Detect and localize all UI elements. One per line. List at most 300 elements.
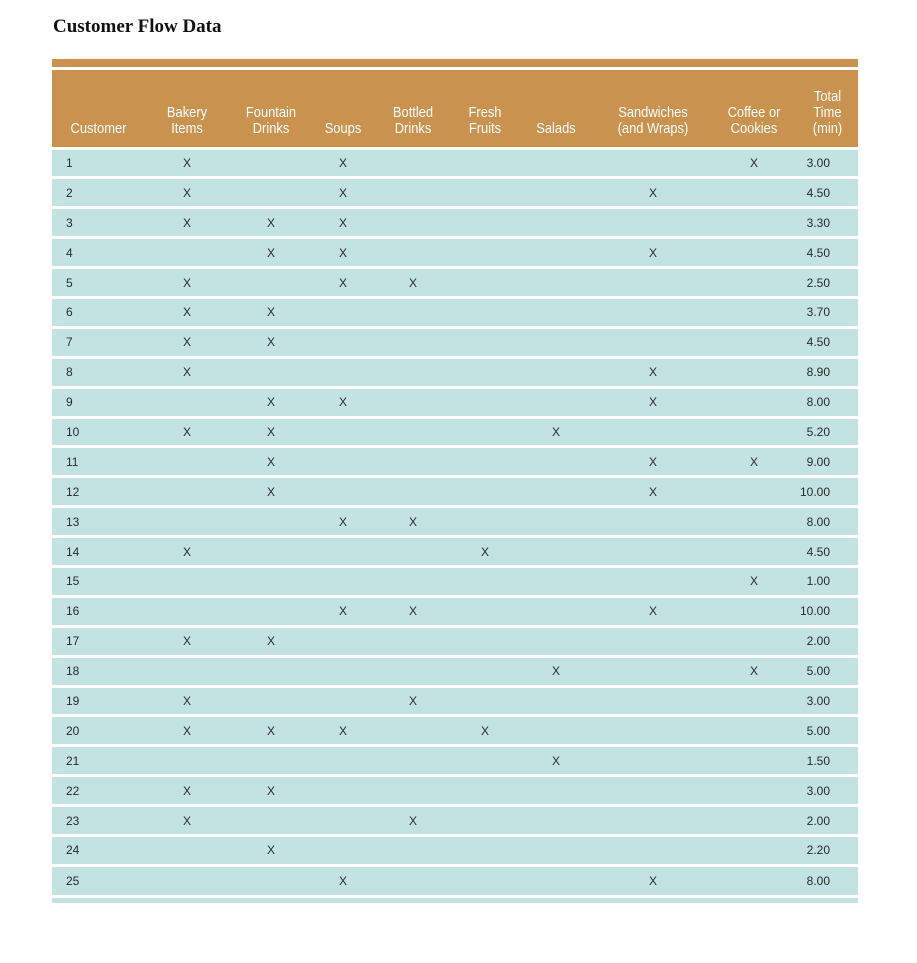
table-row	[52, 507, 858, 537]
item-mark-cell	[453, 776, 517, 806]
total-time-cell: 2.00	[797, 806, 858, 836]
item-mark-cell: X	[595, 865, 711, 895]
item-mark-cell: X	[711, 148, 797, 178]
item-mark-cell: X	[373, 806, 453, 836]
total-time-cell: 2.20	[797, 835, 858, 865]
item-mark-cell	[453, 596, 517, 626]
total-time-cell: 3.00	[797, 148, 858, 178]
total-time-cell: 5.20	[797, 417, 858, 447]
item-mark-cell: X	[711, 566, 797, 596]
item-mark-cell: X	[595, 178, 711, 208]
item-mark-cell	[313, 297, 373, 327]
item-mark-cell	[517, 447, 595, 477]
column-header-soups	[317, 70, 369, 148]
item-mark-cell	[145, 507, 229, 537]
item-mark-cell	[595, 507, 711, 537]
item-mark-cell: X	[229, 776, 313, 806]
item-mark-cell	[229, 357, 313, 387]
item-mark-cell: X	[517, 656, 595, 686]
item-mark-cell: X	[145, 178, 229, 208]
item-mark-cell	[453, 507, 517, 537]
item-mark-cell: X	[145, 806, 229, 836]
item-mark-cell	[373, 387, 453, 417]
column-header-fresh-fruits	[457, 70, 512, 148]
total-time-cell: 8.90	[797, 357, 858, 387]
table-row	[52, 477, 858, 507]
item-mark-cell	[517, 208, 595, 238]
item-mark-cell: X	[229, 208, 313, 238]
item-mark-cell	[145, 387, 229, 417]
item-mark-cell	[373, 178, 453, 208]
table-header-row	[52, 70, 858, 148]
item-mark-cell	[517, 626, 595, 656]
total-time-cell: 4.50	[797, 238, 858, 268]
table-row	[52, 806, 858, 836]
total-time-cell: 8.00	[797, 387, 858, 417]
table-body	[52, 148, 858, 895]
item-mark-cell	[453, 447, 517, 477]
item-mark-cell	[517, 357, 595, 387]
table-row	[52, 656, 858, 686]
item-mark-cell	[711, 716, 797, 746]
table-row	[52, 297, 858, 327]
item-mark-cell	[711, 178, 797, 208]
item-mark-cell	[517, 776, 595, 806]
item-mark-cell	[145, 447, 229, 477]
item-mark-cell	[595, 566, 711, 596]
column-header-total-time-min	[801, 70, 853, 148]
column-header-bakery-items	[151, 70, 223, 148]
item-mark-cell	[145, 477, 229, 507]
item-mark-cell	[229, 268, 313, 298]
item-mark-cell	[595, 656, 711, 686]
table-row	[52, 865, 858, 895]
column-header-line: Bottled	[392, 103, 434, 121]
customer-number-cell: 12	[52, 477, 145, 507]
item-mark-cell	[313, 477, 373, 507]
item-mark-cell	[711, 806, 797, 836]
customer-number-cell: 7	[52, 327, 145, 357]
item-mark-cell	[595, 776, 711, 806]
item-mark-cell	[373, 357, 453, 387]
total-time-cell: 3.00	[797, 686, 858, 716]
total-time-cell: 10.00	[797, 596, 858, 626]
table-row	[52, 626, 858, 656]
item-mark-cell	[229, 806, 313, 836]
item-mark-cell	[517, 238, 595, 268]
table-row	[52, 776, 858, 806]
column-header-line: Cookies	[730, 119, 778, 137]
item-mark-cell	[711, 537, 797, 567]
column-header-line: Time	[813, 103, 842, 121]
total-time-cell: 2.00	[797, 626, 858, 656]
total-time-cell: 9.00	[797, 447, 858, 477]
total-time-cell: 5.00	[797, 656, 858, 686]
item-mark-cell	[313, 537, 373, 567]
item-mark-cell	[595, 746, 711, 776]
customer-number-cell: 13	[52, 507, 145, 537]
item-mark-cell: X	[145, 327, 229, 357]
customer-number-cell: 4	[52, 238, 145, 268]
table-top-band	[52, 59, 858, 67]
item-mark-cell	[373, 865, 453, 895]
item-mark-cell	[595, 626, 711, 656]
item-mark-cell	[313, 835, 373, 865]
customer-number-cell: 5	[52, 268, 145, 298]
item-mark-cell: X	[517, 417, 595, 447]
table-row	[52, 387, 858, 417]
column-header-line: Drinks	[394, 119, 432, 137]
item-mark-cell	[517, 387, 595, 417]
item-mark-cell	[453, 626, 517, 656]
item-mark-cell	[453, 357, 517, 387]
item-mark-cell: X	[145, 417, 229, 447]
total-time-cell: 1.50	[797, 746, 858, 776]
table-row	[52, 537, 858, 567]
item-mark-cell	[373, 148, 453, 178]
item-mark-cell	[595, 417, 711, 447]
customer-number-cell: 9	[52, 387, 145, 417]
item-mark-cell: X	[229, 327, 313, 357]
table-row	[52, 178, 858, 208]
item-mark-cell	[313, 746, 373, 776]
table-row	[52, 835, 858, 865]
total-time-cell: 5.00	[797, 716, 858, 746]
item-mark-cell: X	[373, 268, 453, 298]
item-mark-cell	[711, 208, 797, 238]
table-row	[52, 148, 858, 178]
item-mark-cell	[453, 686, 517, 716]
column-header-line: Coffee or	[727, 103, 781, 121]
column-header-line: Soups	[324, 119, 362, 137]
column-header-line: Salads	[536, 119, 576, 137]
item-mark-cell: X	[229, 417, 313, 447]
item-mark-cell	[711, 387, 797, 417]
item-mark-cell	[595, 148, 711, 178]
item-mark-cell	[313, 806, 373, 836]
customer-number-cell: 18	[52, 656, 145, 686]
item-mark-cell	[373, 297, 453, 327]
item-mark-cell	[711, 477, 797, 507]
item-mark-cell: X	[145, 716, 229, 746]
item-mark-cell: X	[373, 686, 453, 716]
customer-number-cell: 6	[52, 297, 145, 327]
item-mark-cell	[595, 208, 711, 238]
item-mark-cell	[595, 268, 711, 298]
item-mark-cell: X	[313, 148, 373, 178]
item-mark-cell	[313, 686, 373, 716]
column-header-salads	[522, 70, 589, 148]
item-mark-cell	[595, 716, 711, 746]
item-mark-cell	[517, 686, 595, 716]
item-mark-cell	[711, 417, 797, 447]
item-mark-cell	[517, 477, 595, 507]
item-mark-cell	[373, 417, 453, 447]
item-mark-cell	[711, 357, 797, 387]
item-mark-cell	[229, 178, 313, 208]
total-time-cell: 2.50	[797, 268, 858, 298]
item-mark-cell	[145, 835, 229, 865]
item-mark-cell	[313, 327, 373, 357]
item-mark-cell	[711, 238, 797, 268]
item-mark-cell	[711, 297, 797, 327]
customer-number-cell: 24	[52, 835, 145, 865]
item-mark-cell	[517, 835, 595, 865]
item-mark-cell	[313, 566, 373, 596]
item-mark-cell	[711, 865, 797, 895]
customer-flow-table	[52, 59, 858, 903]
item-mark-cell	[313, 357, 373, 387]
item-mark-cell: X	[595, 238, 711, 268]
item-mark-cell: X	[313, 178, 373, 208]
item-mark-cell: X	[595, 596, 711, 626]
item-mark-cell: X	[517, 746, 595, 776]
item-mark-cell	[453, 238, 517, 268]
item-mark-cell	[517, 716, 595, 746]
item-mark-cell	[453, 327, 517, 357]
column-header-line: Customer	[70, 119, 127, 137]
item-mark-cell	[595, 835, 711, 865]
item-mark-cell	[595, 327, 711, 357]
item-mark-cell	[711, 507, 797, 537]
item-mark-cell	[711, 626, 797, 656]
item-mark-cell	[373, 327, 453, 357]
item-mark-cell: X	[229, 626, 313, 656]
item-mark-cell: X	[313, 238, 373, 268]
column-header-line: Fountain	[245, 103, 297, 121]
item-mark-cell	[373, 447, 453, 477]
table-row	[52, 357, 858, 387]
customer-number-cell: 2	[52, 178, 145, 208]
table-row	[52, 716, 858, 746]
item-mark-cell	[517, 596, 595, 626]
item-mark-cell	[313, 417, 373, 447]
column-header-line: Items	[171, 119, 203, 137]
item-mark-cell	[595, 806, 711, 836]
item-mark-cell	[373, 537, 453, 567]
item-mark-cell: X	[313, 716, 373, 746]
item-mark-cell: X	[229, 238, 313, 268]
item-mark-cell	[229, 686, 313, 716]
table-row	[52, 596, 858, 626]
item-mark-cell: X	[229, 835, 313, 865]
column-header-fountain-drinks	[235, 70, 307, 148]
item-mark-cell	[229, 507, 313, 537]
customer-number-cell: 14	[52, 537, 145, 567]
customer-number-cell: 25	[52, 865, 145, 895]
item-mark-cell	[373, 746, 453, 776]
column-header-customer	[59, 70, 139, 148]
column-header-coffee-or-cookies	[717, 70, 791, 148]
item-mark-cell: X	[145, 208, 229, 238]
item-mark-cell	[453, 806, 517, 836]
item-mark-cell	[145, 566, 229, 596]
column-header-line: (and Wraps)	[617, 119, 689, 137]
item-mark-cell	[145, 865, 229, 895]
item-mark-cell	[373, 776, 453, 806]
column-header-bottled-drinks	[379, 70, 448, 148]
item-mark-cell	[517, 507, 595, 537]
column-header-line: Bakery	[166, 103, 208, 121]
item-mark-cell	[229, 566, 313, 596]
item-mark-cell	[373, 238, 453, 268]
item-mark-cell	[313, 626, 373, 656]
item-mark-cell: X	[145, 148, 229, 178]
item-mark-cell: X	[145, 626, 229, 656]
customer-number-cell: 23	[52, 806, 145, 836]
item-mark-cell	[711, 776, 797, 806]
customer-number-cell: 21	[52, 746, 145, 776]
item-mark-cell	[453, 835, 517, 865]
item-mark-cell	[373, 477, 453, 507]
total-time-cell: 3.00	[797, 776, 858, 806]
item-mark-cell	[145, 746, 229, 776]
table-bottom-band	[52, 898, 858, 903]
item-mark-cell	[453, 656, 517, 686]
item-mark-cell: X	[313, 596, 373, 626]
item-mark-cell	[313, 447, 373, 477]
item-mark-cell	[453, 208, 517, 238]
item-mark-cell: X	[453, 716, 517, 746]
item-mark-cell	[453, 268, 517, 298]
item-mark-cell	[229, 656, 313, 686]
item-mark-cell	[453, 566, 517, 596]
customer-number-cell: 3	[52, 208, 145, 238]
item-mark-cell	[595, 297, 711, 327]
item-mark-cell	[453, 417, 517, 447]
column-header-line: Fresh	[468, 103, 502, 121]
total-time-cell: 3.30	[797, 208, 858, 238]
item-mark-cell	[453, 148, 517, 178]
item-mark-cell: X	[313, 268, 373, 298]
item-mark-cell: X	[711, 447, 797, 477]
item-mark-cell	[453, 178, 517, 208]
item-mark-cell	[453, 477, 517, 507]
item-mark-cell	[711, 596, 797, 626]
item-mark-cell: X	[595, 357, 711, 387]
item-mark-cell	[517, 178, 595, 208]
item-mark-cell	[517, 268, 595, 298]
customer-number-cell: 22	[52, 776, 145, 806]
item-mark-cell	[517, 537, 595, 567]
table-row	[52, 686, 858, 716]
item-mark-cell	[229, 148, 313, 178]
item-mark-cell: X	[313, 507, 373, 537]
item-mark-cell	[373, 208, 453, 238]
item-mark-cell: X	[711, 656, 797, 686]
item-mark-cell	[711, 268, 797, 298]
item-mark-cell: X	[229, 387, 313, 417]
item-mark-cell	[711, 686, 797, 716]
total-time-cell: 3.70	[797, 297, 858, 327]
table-row	[52, 268, 858, 298]
item-mark-cell	[373, 566, 453, 596]
item-mark-cell: X	[145, 357, 229, 387]
table-row	[52, 566, 858, 596]
customer-number-cell: 1	[52, 148, 145, 178]
item-mark-cell: X	[313, 208, 373, 238]
total-time-cell: 8.00	[797, 507, 858, 537]
column-header-line: Total	[813, 87, 842, 105]
item-mark-cell: X	[229, 447, 313, 477]
item-mark-cell	[711, 746, 797, 776]
item-mark-cell	[453, 865, 517, 895]
total-time-cell: 4.50	[797, 178, 858, 208]
customer-number-cell: 17	[52, 626, 145, 656]
customer-number-cell: 15	[52, 566, 145, 596]
item-mark-cell	[313, 776, 373, 806]
item-mark-cell	[711, 835, 797, 865]
item-mark-cell	[453, 746, 517, 776]
item-mark-cell: X	[595, 387, 711, 417]
item-mark-cell	[595, 686, 711, 716]
item-mark-cell: X	[313, 865, 373, 895]
item-mark-cell	[517, 566, 595, 596]
item-mark-cell	[145, 238, 229, 268]
customer-number-cell: 8	[52, 357, 145, 387]
item-mark-cell	[517, 148, 595, 178]
item-mark-cell: X	[145, 268, 229, 298]
item-mark-cell: X	[145, 776, 229, 806]
item-mark-cell	[517, 806, 595, 836]
item-mark-cell	[595, 537, 711, 567]
item-mark-cell	[517, 297, 595, 327]
item-mark-cell: X	[145, 297, 229, 327]
item-mark-cell	[373, 835, 453, 865]
item-mark-cell	[373, 626, 453, 656]
item-mark-cell	[373, 716, 453, 746]
page-title: Customer Flow Data	[53, 16, 222, 37]
item-mark-cell	[453, 297, 517, 327]
customer-number-cell: 20	[52, 716, 145, 746]
item-mark-cell	[145, 596, 229, 626]
customer-number-cell: 19	[52, 686, 145, 716]
item-mark-cell: X	[229, 297, 313, 327]
item-mark-cell	[229, 746, 313, 776]
item-mark-cell	[373, 656, 453, 686]
total-time-cell: 4.50	[797, 327, 858, 357]
customer-number-cell: 16	[52, 596, 145, 626]
column-header-line: Fruits	[468, 119, 502, 137]
item-mark-cell: X	[145, 537, 229, 567]
item-mark-cell: X	[595, 447, 711, 477]
item-mark-cell: X	[229, 477, 313, 507]
item-mark-cell: X	[145, 686, 229, 716]
item-mark-cell	[711, 327, 797, 357]
column-header-sandwiches-and-wraps	[603, 70, 703, 148]
table-row	[52, 417, 858, 447]
total-time-cell: 8.00	[797, 865, 858, 895]
item-mark-cell	[517, 327, 595, 357]
customer-number-cell: 11	[52, 447, 145, 477]
item-mark-cell: X	[229, 716, 313, 746]
column-header-line: (min)	[812, 119, 843, 137]
column-header-line: Drinks	[252, 119, 290, 137]
item-mark-cell	[453, 387, 517, 417]
customer-number-cell: 10	[52, 417, 145, 447]
item-mark-cell: X	[373, 507, 453, 537]
item-mark-cell	[229, 537, 313, 567]
item-mark-cell	[517, 865, 595, 895]
data-table	[52, 70, 858, 895]
column-header-line: Sandwiches	[618, 103, 688, 121]
item-mark-cell: X	[595, 477, 711, 507]
table-row	[52, 327, 858, 357]
table-row	[52, 746, 858, 776]
table-row	[52, 208, 858, 238]
item-mark-cell	[229, 596, 313, 626]
item-mark-cell: X	[313, 387, 373, 417]
